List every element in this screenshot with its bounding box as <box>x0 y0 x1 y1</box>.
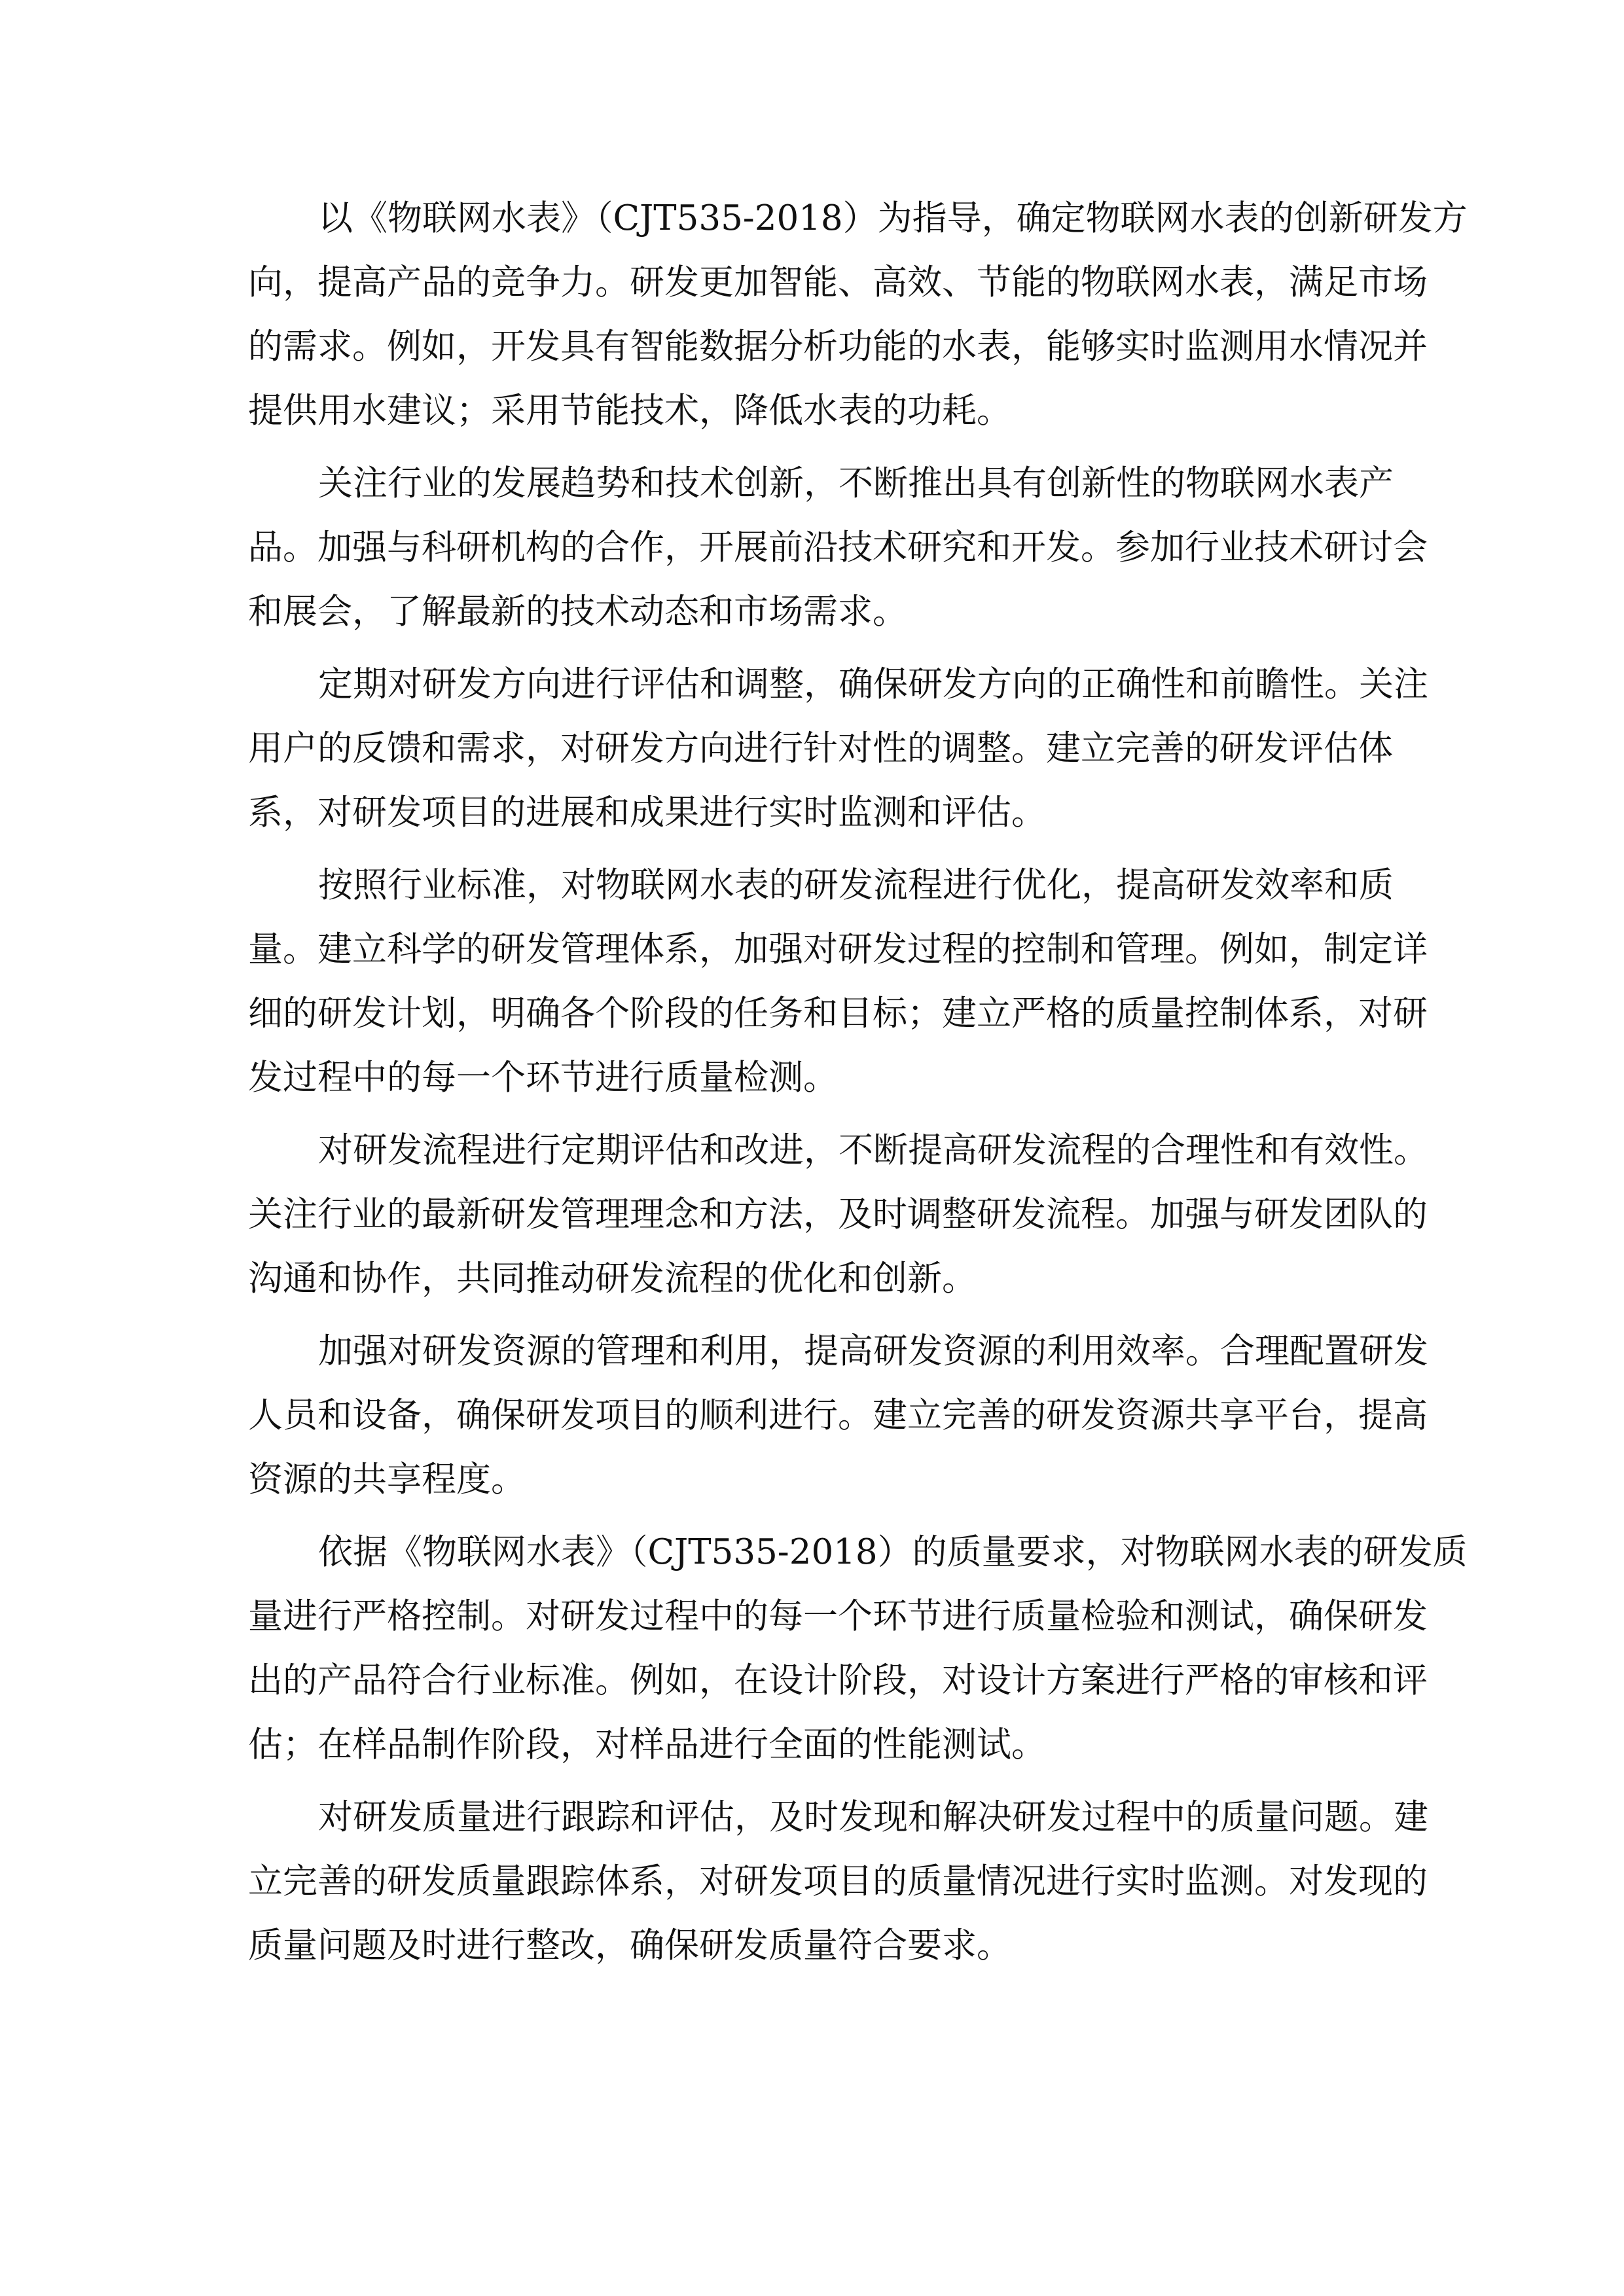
paragraph <box>248 187 1468 443</box>
text-line: 对研发流程进行定期评估和改进，不断提高研发流程的合理性和有效性。 <box>318 1130 1428 1170</box>
text-line: 估；在样品制作阶段，对样品进行全面的性能测试。 <box>248 1725 1046 1765</box>
text-line: 发过程中的每一个环节进行质量检测。 <box>248 1058 838 1098</box>
text-line: 对研发质量进行跟踪和评估，及时发现和解决研发过程中的质量问题。建 <box>318 1797 1428 1837</box>
paragraph <box>248 1785 1428 1978</box>
text-line: 系，对研发项目的进展和成果进行实时监测和评估。 <box>248 793 1046 833</box>
text-line: 品。加强与科研机构的合作，开展前沿技术研究和开发。参加行业技术研讨会 <box>248 528 1428 567</box>
text-line: 关注行业的最新研发管理理念和方法，及时调整研发流程。加强与研发团队的 <box>248 1194 1428 1234</box>
text-line: 的需求。例如，开发具有智能数据分析功能的水表，能够实时监测用水情况并 <box>248 327 1428 367</box>
text-line: 按照行业标准，对物联网水表的研发流程进行优化，提高研发效率和质 <box>318 865 1394 905</box>
text-line: 以《物联网水表》（CJT535-2018）为指导，确定物联网水表的创新研发方 <box>318 198 1468 238</box>
paragraph <box>248 653 1428 845</box>
paragraph <box>248 452 1428 644</box>
text-line: 质量问题及时进行整改，确保研发质量符合要求。 <box>248 1926 1011 1965</box>
text-line: 向，提高产品的竞争力。研发更加智能、高效、节能的物联网水表，满足市场 <box>248 262 1428 302</box>
text-line: 立完善的研发质量跟踪体系，对研发项目的质量情况进行实时监测。对发现的 <box>248 1861 1428 1901</box>
text-line: 出的产品符合行业标准。例如，在设计阶段，对设计方案进行严格的审核和评 <box>248 1660 1428 1700</box>
text-line: 提供用水建议；采用节能技术，降低水表的功耗。 <box>248 391 1011 431</box>
text-line: 关注行业的发展趋势和技术创新，不断推出具有创新性的物联网水表产 <box>318 463 1394 503</box>
text-line: 用户的反馈和需求，对研发方向进行针对性的调整。建立完善的研发评估体 <box>248 728 1393 768</box>
text-line: 沟通和协作，共同推动研发流程的优化和创新。 <box>248 1259 977 1299</box>
text-line: 人员和设备，确保研发项目的顺利进行。建立完善的研发资源共享平台，提高 <box>248 1395 1428 1435</box>
text-line: 加强对研发资源的管理和利用，提高研发资源的利用效率。合理配置研发 <box>318 1331 1428 1371</box>
paragraph <box>248 853 1428 1110</box>
document-body <box>248 187 1468 1986</box>
text-line: 细的研发计划，明确各个阶段的任务和目标；建立严格的质量控制体系，对研 <box>248 994 1428 1033</box>
paragraph <box>248 1520 1468 1777</box>
text-line: 依据《物联网水表》（CJT535-2018）的质量要求，对物联网水表的研发质 <box>318 1532 1468 1572</box>
text-line: 定期对研发方向进行评估和调整，确保研发方向的正确性和前瞻性。关注 <box>318 664 1428 704</box>
text-line: 量。建立科学的研发管理体系，加强对研发过程的控制和管理。例如，制定详 <box>248 929 1428 969</box>
paragraph <box>248 1119 1428 1311</box>
text-line: 量进行严格控制。对研发过程中的每一个环节进行质量检验和测试，确保研发 <box>248 1596 1428 1636</box>
paragraph <box>248 1319 1428 1512</box>
text-line: 资源的共享程度。 <box>248 1460 526 1499</box>
text-line: 和展会，了解最新的技术动态和市场需求。 <box>248 592 907 632</box>
